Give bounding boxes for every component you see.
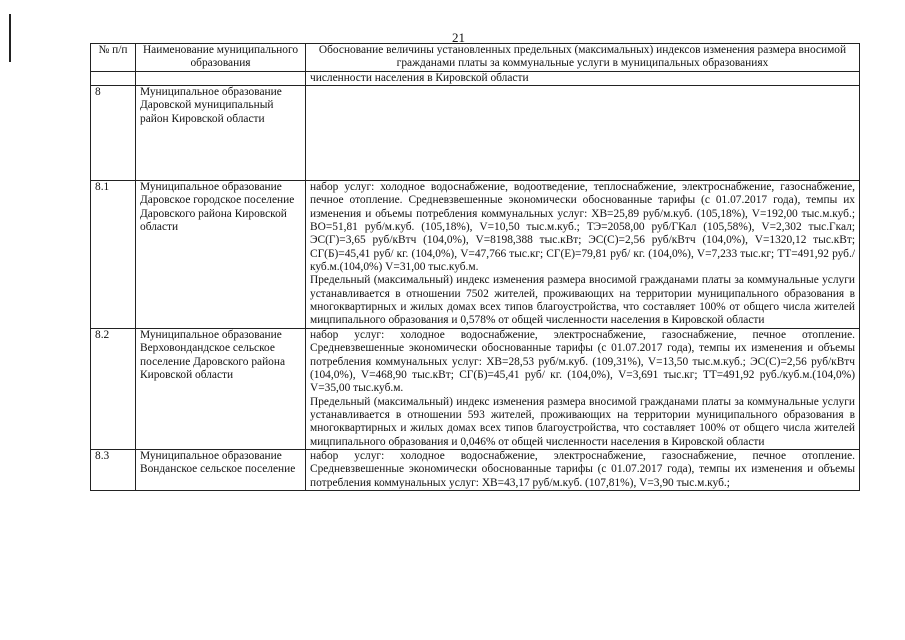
header-num: № п/п [91, 44, 136, 72]
index-paragraph: Предельный (максимальный) индекс изменения размера вносимой гражданами платы за коммунальные услуги устанавливается в отношении 7502 жителей, проживающих на территории муниципального образования в многоквартирных и жилых домах всех типов благоустройства, что составляет 100% от общего числа жителей мицпипального образования и 0,578% от общей численности населения в Кировской области [310, 274, 855, 327]
tariff-table [90, 43, 860, 491]
row-num: 8 [91, 86, 136, 181]
row-num: 8.2 [91, 328, 136, 449]
table-row [91, 328, 860, 449]
row-basis [306, 449, 860, 490]
services-paragraph: набор услуг: холодное водоснабжение, водоотведение, теплоснабжение, электроснабжение, газоснабжение, печное отопление. Средневзвешенные экономически обоснованные тарифы (с 01.07.2017 года), темпы их изменения и объемы потребления коммунальных услуг: ХВ=25,89 руб/м.куб. (105,18%), V=192,00 тыс.м.куб.; ВО=51,81 руб/м.куб. (105,18%), V=10,50 тыс.м.куб.; ТЭ=2058,00 руб/ГКал (105,58%), V=2,302 тыс.Гкал; ЭС(Г)=3,65 руб/кВтч (104,0%), V=8198,388 тыс.кВт; ЭС(С)=2,56 руб/кВтч (104,0%), V=1320,12 тыс.кВт; СГ(Б)=45,41 руб/ кг. (104,0%), V=47,766 тыс.кг; СГ(Е)=79,81 руб/ кг. (104,0%), V=7,233 тыс.кг; ТТ=491,92 руб./куб.м.(104,0%) V=31,00 тыс.куб.м. [310, 181, 855, 274]
table-row [91, 181, 860, 329]
continuation-name-cell [136, 71, 306, 85]
row-name: Муниципальное образование Даровской муниципальный район Кировской области [136, 86, 306, 181]
table-header-row [91, 44, 860, 72]
continuation-row [91, 71, 860, 85]
table-row [91, 449, 860, 490]
header-name: Наименование муниципального образования [136, 44, 306, 72]
index-paragraph: Предельный (максимальный) индекс изменения размера вносимой гражданами платы за коммунальные услуги устанавливается в отношении 593 жителей, проживающих на территории муниципального образования в многоквартирных и жилых домах всех типов благоустройства, что составляет 100% от общего числа жителей мицпипального образования и 0,046% от общей численности населения в Кировской области [310, 395, 855, 448]
row-basis [306, 86, 860, 181]
table-row [91, 86, 860, 181]
row-num: 8.3 [91, 449, 136, 490]
services-paragraph: набор услуг: холодное водоснабжение, электроснабжение, газоснабжение, печное отопление. Средневзвешенные экономически обоснованные тарифы (с 01.07.2017 года), темпы их изменения и объемы потребления коммунальных услуг: ХВ=28,53 руб/м.куб. (109,31%), V=13,50 тыс.м.куб.; ЭС(С)=2,56 руб/кВтч (104,0%), V=468,90 тыс.кВт; СГ(Б)=45,41 руб/ кг. (104,0%), V=3,691 тыс.кг; ТТ=491,92 руб./куб.м.(104,0%) V=35,00 тыс.куб.м. [310, 328, 855, 395]
row-name: Муниципальное образование Даровское городское поселение Даровского района Кировской области [136, 181, 306, 329]
margin-mark [9, 14, 11, 62]
row-basis [306, 181, 860, 329]
continuation-num-cell [91, 71, 136, 85]
row-num: 8.1 [91, 181, 136, 329]
continuation-text: численности населения в Кировской области [306, 71, 860, 85]
services-paragraph: набор услуг: холодное водоснабжение, электроснабжение, газоснабжение, печное отопление. Средневзвешенные экономически обоснованные тарифы (с 01.07.2017 года), темпы их изменения и объемы потребления коммунальных услуг: ХВ=43,17 руб/м.куб. (107,81%), V=3,90 тыс.м.куб.; [310, 449, 855, 489]
header-basis: Обоснование величины установленных предельных (максимальных) индексов изменения размера вносимой гражданами платы за коммунальные услуги в муниципальных образованиях [306, 44, 860, 72]
row-name: Муниципальное образование Верховондандское сельское поселение Даровского района Кировской области [136, 328, 306, 449]
row-basis [306, 328, 860, 449]
page-number: 21 [452, 30, 465, 45]
row-name: Муниципальное образование Вонданское сельское поселение [136, 449, 306, 490]
